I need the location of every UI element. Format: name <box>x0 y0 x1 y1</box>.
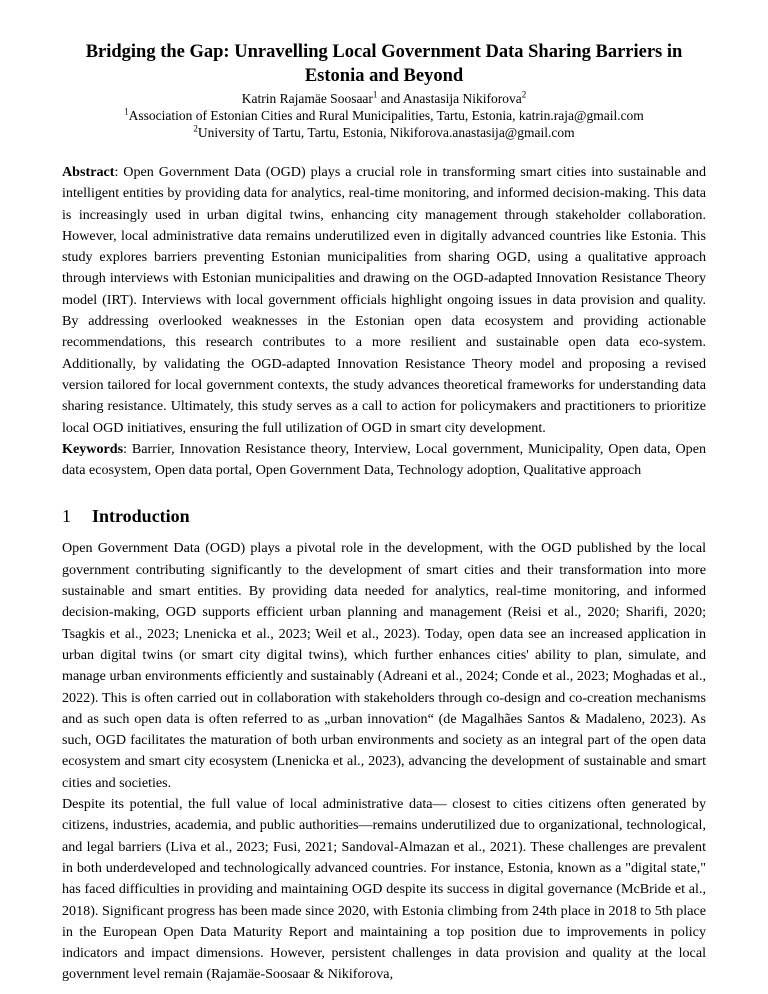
body-paragraph: Open Government Data (OGD) plays a pivotal role in the development, with the OGD published by the local government contributing significantly to the development of smart cities and their transformation into more sustainable and smart entities. By providing data needed for analytics, real-time monitoring, and informed decision-making, OGD supports efficient urban planning and management (Reisi et al., 2020; Sharifi, 2020; Tsagkis et al., 2023; Lnenicka et al., 2023; Weil et al., 2023). Today, open data see an increased application in urban digital twins (or smart city digital twins), which further enhances cities' ability to plan, simulate, and manage urban environments efficiently and sustainably (Adreani et al., 2024; Conde et al., 2023; Moghadas et al., 2022). This is often carried out in collaboration with stakeholders through co-design and co-creation mechanisms and as such open data is often referred to as „urban innovation“ (de Magalhães Santos & Madaleno, 2023). As such, OGD facilitates the maturation of both urban environments and society as an integral part of the open data ecosystem and smart city ecosystem (Lnenicka et al., 2023), advancing the development of sustainable and smart cities and societies. <box>62 540 706 791</box>
affiliation-text: Association of Estonian Cities and Rural Municipalities, Tartu, Estonia, katrin.raja@gmail.com <box>128 108 644 123</box>
affiliation-marker: 1 <box>124 106 129 117</box>
affiliation <box>62 107 706 124</box>
section-heading <box>62 504 706 528</box>
affiliation-text: University of Tartu, Tartu, Estonia, Nikiforova.anastasija@gmail.com <box>197 125 575 140</box>
affiliation-marker: 2 <box>521 89 527 100</box>
keywords <box>62 439 706 482</box>
affiliation-marker: 1 <box>372 89 378 100</box>
abstract-text: : Open Government Data (OGD) plays a crucial role in transforming smart cities into sustainable and intelligent entities by providing data for analytics, real-time monitoring, and informed decision-making. This data is increasingly used in urban digital twins, enhancing city management through stakeholder collaboration. However, local administrative data remains underutilized even in digitally advanced countries like Estonia. This study explores barriers preventing Estonian municipalities from sharing OGD, using a qualitative approach through interviews with Estonian municipalities and drawing on the OGD-adapted Innovation Resistance Theory model (IRT). Interviews with local government officials highlight ongoing issues in data provision and quality. By addressing overlooked weaknesses in the Estonian open data ecosystem and providing actionable recommendations, this research contributes to a more resilient and sustainable open data eco-system. Additionally, by validating the OGD-adapted Innovation Resistance Theory model and proposing a revised version tailored for local government contexts, the study advances theoretical frameworks for understanding data sharing resistance. Ultimately, this study serves as a call to action for policymakers and practitioners to prioritize local OGD initiatives, ensuring the full utilization of OGD in smart city development. <box>62 164 706 436</box>
paper-title: Bridging the Gap: Unravelling Local Government Data Sharing Barriers in Estonia and Beyond <box>85 42 683 86</box>
affiliation <box>62 124 706 141</box>
author-line <box>62 90 706 107</box>
abstract <box>62 162 706 439</box>
abstract-label: Abstract <box>62 164 115 180</box>
author-name: Katrin Rajamäe Soosaar <box>241 91 373 106</box>
affiliation-marker: 2 <box>193 123 198 134</box>
section-number: 1 <box>62 506 71 527</box>
author-name: Anastasija Nikiforova <box>402 91 522 106</box>
keywords-label: Keywords <box>62 440 124 457</box>
section-title: Introduction <box>92 506 190 527</box>
keywords-text: : Barrier, Innovation Resistance theory, Interview, Local government, Municipality, Open data, Open data ecosystem, Open data portal, Open Government Data, Technology adoption, Qualitative approach <box>62 440 706 479</box>
author-connector: and <box>377 91 403 106</box>
body-paragraph: Despite its potential, the full value of local administrative data— closest to cities citizens often generated by citizens, industries, academia, and public authorities—remains underutilized due to organizational, technological, and legal barriers (Liva et al., 2023; Fusi, 2021; Sandoval-Almazan et al., 2021). These challenges are prevalent in both underdeveloped and technologically advanced countries. For instance, Estonia, known as a "digital state," has faced difficulties in providing and maintaining OGD despite its success in digital governance (McBride et al., 2018). Significant progress has been made since 2020, with Estonia climbing from 24th place in 2018 to 5th place in the European Open Data Maturity Report and maintaining a top position due to improvements in policy indicators and impact dimensions. However, persistent challenges in data provision and quality at the local government level remain (Rajamäe-Soosaar & Nikiforova, <box>62 796 706 983</box>
